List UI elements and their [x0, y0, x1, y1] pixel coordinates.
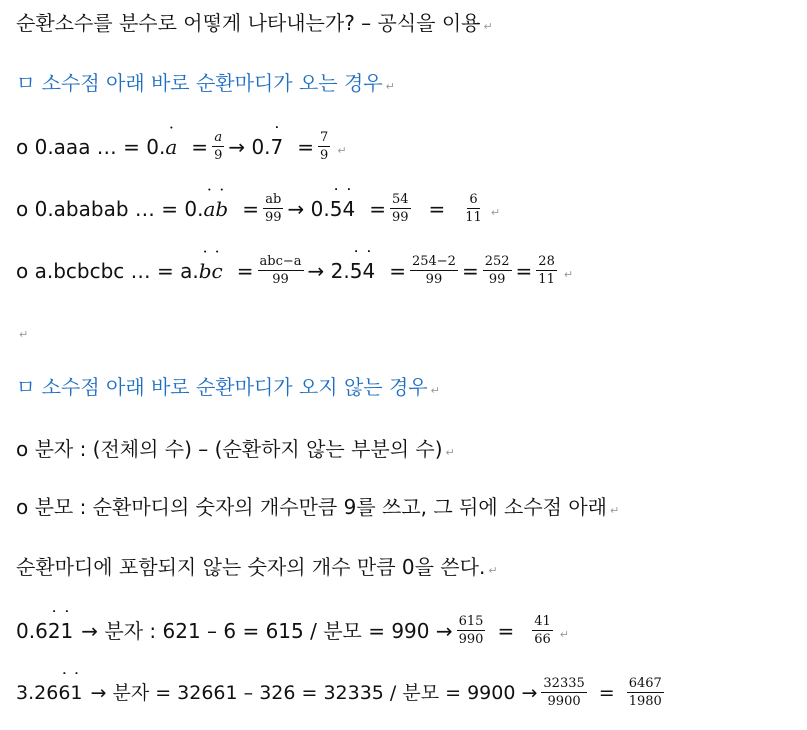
- denominator: 990: [458, 632, 484, 647]
- equals-sign: =: [461, 258, 479, 283]
- empty-line: [16, 318, 28, 344]
- equals-sign: =: [428, 196, 446, 221]
- example-row-2: [16, 676, 668, 709]
- page-title: 순환소수를 분수로 어떻게 나타내는가? – 공식을 이용: [16, 11, 481, 35]
- title-line: [16, 10, 493, 36]
- section1-heading: ㅁ 소수점 아래 바로 순환마디가 오는 경우: [16, 71, 383, 95]
- repeat-digit: ˙ 4: [342, 196, 355, 222]
- denominator: 99: [264, 210, 282, 225]
- paragraph-mark: ↵: [430, 384, 440, 397]
- denominator: 9900: [547, 694, 581, 709]
- repeat-digit: ˙ a: [203, 196, 215, 222]
- fraction: [457, 614, 486, 647]
- paragraph-mark: ↵: [488, 564, 498, 577]
- row3-lead: o a.bcbcbc … = a.: [16, 258, 199, 283]
- arrow-lead: → 0.: [228, 134, 271, 159]
- equals-sign: =: [497, 618, 515, 643]
- numerator: ab: [265, 192, 282, 207]
- numerator-rule-line: [16, 436, 455, 462]
- denominator: 9: [320, 148, 329, 163]
- denominator: 9: [214, 148, 223, 163]
- repeat-digit: ˙ 7: [271, 134, 284, 160]
- fraction: [410, 254, 458, 287]
- fraction: [258, 254, 304, 287]
- denominator: 66: [534, 632, 551, 647]
- arrow-lead: → 0.: [287, 196, 330, 221]
- fraction: [541, 676, 586, 709]
- fraction: [212, 130, 224, 163]
- numerator-rule: o 분자 : (전체의 수) – (순환하지 않는 부분의 수): [16, 437, 443, 461]
- denominator: 99: [488, 272, 506, 287]
- denominator: 99: [272, 272, 289, 287]
- formula-row-2: [16, 192, 500, 225]
- equals-sign: =: [389, 258, 406, 283]
- fraction: [390, 192, 411, 225]
- example2-body: → 분자 = 32661 – 326 = 32335 / 분모 = 9900 →: [90, 681, 538, 704]
- repeat-digit: ˙ 4: [362, 258, 375, 284]
- equals-sign: =: [191, 134, 209, 159]
- formula-row-3: [16, 254, 573, 287]
- example1-lead: 0.6: [16, 618, 48, 643]
- numerator: 254−2: [411, 254, 456, 269]
- formula-row-1: [16, 130, 347, 163]
- denominator-rule-1: o 분모 : 순환마디의 숫자의 개수만큼 9를 쓰고, 그 뒤에 소수점 아래: [16, 495, 607, 519]
- numerator: 32335: [543, 676, 585, 691]
- paragraph-mark: ↵: [337, 143, 347, 157]
- paragraph-mark: ↵: [445, 446, 455, 459]
- repeat-digit: ˙ 1: [61, 618, 74, 644]
- numerator: 615: [458, 614, 484, 629]
- denominator-rule-line-2: [16, 554, 498, 580]
- numerator: abc−a: [259, 254, 302, 269]
- equals-sign: =: [297, 134, 315, 159]
- denominator: 99: [425, 272, 443, 287]
- section1-heading-line: [16, 70, 395, 96]
- section2-heading-line: [16, 374, 440, 400]
- fraction: [532, 614, 553, 647]
- equals-sign: =: [236, 258, 254, 283]
- repeat-digit: ˙ c: [212, 258, 223, 284]
- paragraph-mark: ↵: [385, 80, 395, 93]
- denominator-rule-2: 순환마디에 포함되지 않는 숫자의 개수 만큼 0을 쓴다.: [16, 555, 486, 579]
- example1-body: → 분자 : 621 – 6 = 615 / 분모 = 990 →: [81, 618, 453, 643]
- numerator: 6467: [628, 676, 662, 691]
- repeat-digit: ˙ 2: [48, 618, 61, 644]
- numerator: 54: [391, 192, 409, 207]
- repeat-digit: ˙ 5: [330, 196, 343, 222]
- denominator: 99: [391, 210, 409, 225]
- numerator: 7: [320, 130, 329, 145]
- paragraph-mark: ↵: [490, 205, 501, 219]
- arrow-lead: → 2.: [307, 258, 350, 283]
- numerator: 28: [538, 254, 555, 269]
- section2-heading: ㅁ 소수점 아래 바로 순환마디가 오지 않는 경우: [16, 375, 428, 399]
- denominator-rule-line-1: [16, 494, 619, 520]
- numerator: a: [214, 130, 223, 145]
- fraction: [627, 676, 664, 709]
- fraction: [263, 192, 284, 225]
- repeat-digit: ˙ b: [199, 258, 212, 284]
- numerator: 41: [534, 614, 551, 629]
- repeat-digit: ˙ 1: [70, 680, 82, 706]
- equals-sign: =: [242, 196, 259, 221]
- example2-lead: 3.26: [16, 681, 59, 704]
- numerator: 6: [469, 192, 478, 207]
- denominator: 11: [538, 272, 555, 287]
- example-row-1: [16, 614, 569, 647]
- row1-lead: o 0.aaa … = 0.: [16, 134, 166, 159]
- fraction: [536, 254, 557, 287]
- paragraph-mark: ↵: [610, 504, 620, 517]
- paragraph-mark: ↵: [19, 328, 29, 341]
- numerator: 252: [484, 254, 510, 269]
- paragraph-mark: ↵: [559, 627, 569, 641]
- paragraph-mark: ↵: [563, 267, 574, 281]
- fraction: [463, 192, 484, 225]
- equals-sign: =: [598, 681, 615, 704]
- denominator: 11: [465, 210, 482, 225]
- equals-sign: =: [515, 258, 533, 283]
- equals-sign: =: [369, 196, 386, 221]
- repeat-digit: ˙ 5: [350, 258, 363, 284]
- fraction: [483, 254, 512, 287]
- repeat-digit: ˙ a: [165, 134, 177, 160]
- row2-lead: o 0.ababab … = 0.: [16, 196, 204, 221]
- fraction: [318, 130, 330, 163]
- repeat-digit: ˙ 6: [58, 680, 70, 706]
- paragraph-mark: ↵: [483, 20, 493, 33]
- repeat-digit: ˙ b: [215, 196, 228, 222]
- denominator: 1980: [628, 694, 662, 709]
